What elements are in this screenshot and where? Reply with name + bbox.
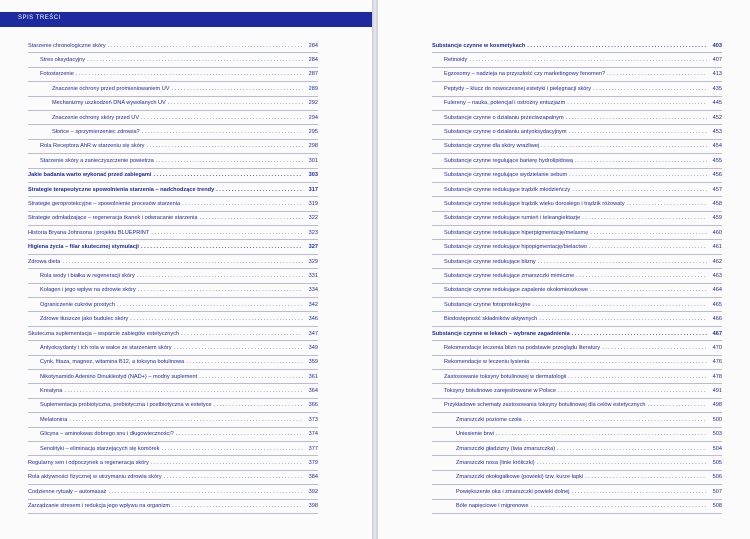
toc-entry[interactable] (28, 456, 318, 470)
toc-entry[interactable] (432, 97, 722, 111)
toc-leader-dots (538, 259, 707, 265)
toc-leader-dots (537, 460, 707, 466)
toc-entry[interactable] (28, 154, 318, 168)
toc-entry-page-number: 460 (712, 229, 722, 236)
toc-entry-title: Substancje czynne redukujące trądzik młodzieńczy (444, 186, 571, 193)
toc-entry[interactable] (28, 226, 318, 240)
toc-leader-dots (530, 503, 707, 509)
toc-entry[interactable] (432, 312, 722, 326)
toc-leader-dots (532, 302, 707, 308)
toc-entry-page-number: 467 (712, 330, 722, 337)
toc-entry-title: Zdrowa dieta (28, 258, 61, 265)
toc-entry-page-number: 491 (712, 388, 722, 395)
toc-entry[interactable] (432, 240, 722, 254)
toc-entry[interactable] (28, 485, 318, 499)
toc-entry-page-number: 322 (308, 215, 318, 222)
toc-entry-page-number: 392 (308, 488, 318, 495)
toc-entry-page-number: 292 (308, 100, 318, 107)
toc-leader-dots (174, 345, 303, 351)
toc-leader-dots (199, 374, 303, 380)
toc-entry[interactable] (28, 413, 318, 427)
toc-leader-dots (568, 374, 707, 380)
toc-entry-title: Substancje czynne o działaniu przeciwzapalnym (444, 114, 564, 121)
toc-entry-page-number: 466 (712, 316, 722, 323)
left-page (0, 0, 372, 539)
toc-entry[interactable] (28, 269, 318, 283)
toc-entry-page-number: 329 (308, 258, 318, 265)
toc-entry-page-number: 346 (308, 316, 318, 323)
toc-entry[interactable] (28, 384, 318, 398)
toc-leader-dots (181, 331, 303, 337)
toc-entry[interactable] (28, 82, 318, 96)
toc-entry-title: Rola aktywności fizycznej w utrzymaniu zdrowia skóry (28, 474, 162, 481)
toc-leader-dots (647, 402, 707, 408)
toc-entry[interactable] (432, 370, 722, 384)
toc-entry-title: Przykładowe schematy zastosowania toksyny botulinowej dla celów estetycznych (444, 402, 646, 409)
toc-leader-dots (569, 172, 707, 178)
toc-entry-page-number: 364 (308, 388, 318, 395)
toc-entry-title: Substancje czynne redukujące rumień i teleangiektazje (444, 215, 581, 222)
toc-entry-page-number: 319 (308, 200, 318, 207)
toc-entry[interactable] (432, 327, 722, 341)
toc-entry-page-number: 366 (308, 402, 318, 409)
toc-entry-title: Starzenie chronologiczne skóry (28, 42, 106, 49)
toc-entry-title: Substancje czynne o działaniu antyoksydacyjnym (444, 129, 567, 136)
toc-entry-title: Jakie badania warto wykonać przed zabiegami (28, 172, 152, 179)
toc-entry[interactable] (28, 255, 318, 269)
toc-entry-title: Zmarszczki nosa (linie króliczki) (456, 460, 535, 467)
toc-leader-dots (607, 71, 707, 77)
toc-entry-page-number: 508 (712, 503, 722, 510)
toc-leader-dots (151, 230, 303, 236)
toc-leader-dots (541, 143, 707, 149)
toc-entry-title: Kreatyna (40, 388, 63, 395)
toc-entry-page-number: 407 (712, 57, 722, 64)
toc-entry[interactable] (28, 312, 318, 326)
toc-entry-title: Uniesienie brwi (456, 431, 494, 438)
toc-leader-dots (186, 359, 303, 365)
toc-entry[interactable] (28, 53, 318, 67)
toc-entry-title: Bóle napięciowe i migrenowe (456, 503, 529, 510)
toc-list-right (432, 39, 722, 514)
toc-entry-title: Substancje czynne w kosmetykach (432, 42, 526, 49)
toc-entry[interactable] (28, 183, 318, 197)
toc-leader-dots (602, 345, 707, 351)
toc-leader-dots (572, 331, 707, 337)
toc-entry-page-number: 298 (308, 143, 318, 150)
toc-leader-dots (141, 244, 303, 250)
toc-entry[interactable] (432, 485, 722, 499)
toc-entry-page-number: 284 (308, 42, 318, 49)
toc-entry-title: Strategie geroprotekcyjne – spowolnienie procesów starzenia (28, 200, 181, 207)
toc-leader-dots (567, 100, 707, 106)
toc-entry[interactable] (432, 428, 722, 442)
toc-entry-title: Znaczenie ochrony przed promieniowaniem UV (52, 85, 170, 92)
toc-entry-page-number: 464 (712, 287, 722, 294)
toc-entry-page-number: 453 (712, 129, 722, 136)
toc-entry-title: Melatonina (40, 416, 68, 423)
toc-entry-page-number: 334 (308, 287, 318, 294)
toc-entry-page-number: 347 (308, 330, 318, 337)
toc-entry-page-number: 349 (308, 344, 318, 351)
toc-entry-page-number: 384 (308, 474, 318, 481)
toc-leader-dots (627, 201, 707, 207)
toc-entry-page-number: 458 (712, 200, 722, 207)
toc-entry[interactable] (28, 169, 318, 183)
section-header-bar (0, 12, 372, 27)
toc-entry-title: Peptydy – klucz do nowoczesnej estetyki i pielęgnacji skóry (444, 85, 592, 92)
toc-entry[interactable] (432, 212, 722, 226)
toc-entry[interactable] (28, 500, 318, 514)
toc-entry-title: Substancje czynne redukujące zapalenie okołomieszkowe (444, 287, 588, 294)
toc-entry[interactable] (432, 413, 722, 427)
toc-entry-title: Suplementacja probiotyczna, prebiotyczna i postbiotyczna w estetyce (40, 402, 212, 409)
toc-entry[interactable] (28, 356, 318, 370)
toc-entry-title: Substancje czynne regulujące barierę hydrolipidową (444, 157, 574, 164)
toc-leader-dots (531, 359, 707, 365)
toc-leader-dots (557, 446, 707, 452)
toc-leader-dots (161, 446, 303, 452)
toc-entry[interactable] (28, 471, 318, 485)
toc-entry-title: Zmarszczki poziome czoła (456, 416, 522, 423)
toc-leader-dots (153, 172, 303, 178)
toc-entry-title: Substancje czynne redukujące zmarszczki mimiczne (444, 272, 575, 279)
toc-entry-page-number: 463 (712, 272, 722, 279)
toc-leader-dots (176, 431, 303, 437)
toc-entry[interactable] (28, 370, 318, 384)
toc-entry-title: Substancje czynne redukujące blizny (444, 258, 536, 265)
toc-entry-page-number: 301 (308, 157, 318, 164)
toc-entry[interactable] (28, 97, 318, 111)
toc-entry[interactable] (432, 183, 722, 197)
toc-leader-dots (571, 489, 707, 495)
toc-entry-title: Mechanizmy uszkodzeń DNA wywołanych UV (52, 100, 166, 107)
toc-entry-page-number: 327 (308, 244, 318, 251)
toc-entry-page-number: 284 (308, 57, 318, 64)
toc-leader-dots (469, 57, 707, 63)
toc-entry[interactable] (432, 284, 722, 298)
toc-leader-dots (199, 215, 303, 221)
toc-leader-dots (527, 43, 707, 49)
toc-entry[interactable] (28, 212, 318, 226)
toc-entry-title: Antyoksydanty i ich rola w walce ze starzeniem skóry (40, 344, 172, 351)
toc-entry-title: Glicyna – aminokwas dobrego snu i długowieczności? (40, 431, 174, 438)
toc-entry-page-number: 359 (308, 359, 318, 366)
toc-entry-page-number: 498 (712, 402, 722, 409)
toc-entry-page-number: 465 (712, 301, 722, 308)
toc-leader-dots (575, 158, 707, 164)
toc-entry-title: Rola wody i białka w regeneracji skóry (40, 272, 135, 279)
toc-entry[interactable] (28, 68, 318, 82)
toc-entry-title: Toksyny botulinowe zarejestrowane w Polsce (444, 388, 556, 395)
toc-entry-page-number: 287 (308, 71, 318, 78)
toc-entry-page-number: 452 (712, 114, 722, 121)
toc-entry-title: Ograniczenie cukrów prostych (40, 301, 115, 308)
toc-entry[interactable] (432, 39, 722, 53)
toc-entry[interactable] (432, 68, 722, 82)
toc-entry-title: Powiększenie oka i zmarszczki powieki dolnej (456, 488, 570, 495)
toc-entry[interactable] (28, 428, 318, 442)
toc-leader-dots (156, 158, 303, 164)
toc-leader-dots (117, 302, 303, 308)
toc-entry[interactable] (28, 327, 318, 341)
toc-entry-title: Historia Bryana Johnsona i projektu BLUEPRINT (28, 229, 150, 236)
toc-entry-page-number: 295 (308, 129, 318, 136)
toc-entry-page-number: 462 (712, 258, 722, 265)
toc-entry[interactable] (432, 269, 722, 283)
toc-entry-page-number: 507 (712, 488, 722, 495)
toc-entry-title: Zmarszczki okołogałkowe (powieki) tzw. kurze łapki (456, 474, 584, 481)
toc-entry[interactable] (432, 53, 722, 67)
toc-entry[interactable] (28, 442, 318, 456)
toc-leader-dots (566, 115, 707, 121)
toc-entry-title: Senolityki – eliminacja starzejących się komórek (40, 445, 160, 452)
toc-entry-page-number: 506 (712, 474, 722, 481)
toc-entry-title: Rekomendacje leczenia blizn na podstawie przeglądu literatury (444, 344, 601, 351)
toc-entry-title: Substancje czynne redukujące hiperpigmentację/melasmę (444, 229, 589, 236)
toc-entry-page-number: 373 (308, 416, 318, 423)
toc-entry[interactable] (28, 39, 318, 53)
toc-entry[interactable] (28, 140, 318, 154)
toc-leader-dots (182, 201, 303, 207)
toc-entry[interactable] (432, 111, 722, 125)
toc-entry-page-number: 342 (308, 301, 318, 308)
toc-entry[interactable] (28, 125, 318, 139)
toc-entry-page-number: 435 (712, 85, 722, 92)
toc-entry-title: Substancje czynne w lekach – wybrane zagadnienia (432, 330, 570, 337)
toc-leader-dots (130, 316, 303, 322)
toc-entry-page-number: 456 (712, 172, 722, 179)
toc-entry[interactable] (28, 240, 318, 254)
toc-entry[interactable] (432, 399, 722, 413)
toc-entry[interactable] (432, 298, 722, 312)
toc-entry[interactable] (28, 399, 318, 413)
toc-entry-title: Substancje czynne redukujące trądzik wieku dorosłego i trądzik różowaty (444, 200, 625, 207)
toc-leader-dots (576, 273, 707, 279)
toc-entry[interactable] (28, 298, 318, 312)
toc-entry-title: Zastosowanie toksyny botulinowej w dermatologii (444, 373, 567, 380)
toc-entry-page-number: 445 (712, 100, 722, 107)
toc-entry[interactable] (432, 255, 722, 269)
toc-entry-title: Strategie odmładzające – regeneracja tkanek i odwracanie starzenia (28, 215, 198, 222)
toc-entry-page-number: 317 (308, 186, 318, 193)
toc-entry-title: Zmarszczki gładzizny (lwia zmarszczka) (456, 445, 556, 452)
toc-leader-dots (524, 417, 707, 423)
toc-entry-title: Rekomendacje w leczeniu łysienia (444, 359, 530, 366)
toc-entry-title: Zarządzanie stresem i redukcja jego wpływu na organizm (28, 503, 171, 510)
toc-entry-title: Substancje czynne regulujące wydzielanie sebum (444, 172, 568, 179)
toc-leader-dots (108, 43, 303, 49)
toc-entry[interactable] (432, 197, 722, 211)
toc-entry-page-number: 500 (712, 416, 722, 423)
toc-leader-dots (146, 143, 303, 149)
toc-leader-dots (137, 273, 303, 279)
toc-leader-dots (108, 489, 303, 495)
toc-entry-page-number: 505 (712, 460, 722, 467)
toc-entry[interactable] (432, 226, 722, 240)
toc-entry-title: Substancje czynne fotoprotekcyjne (444, 301, 531, 308)
toc-leader-dots (214, 402, 303, 408)
toc-entry-title: Kolagen i jego wpływ na zdrowie skóry (40, 287, 136, 294)
toc-entry-title: Starzenie skóry a zanieczyszczenie powietrza (40, 157, 154, 164)
toc-entry[interactable] (432, 500, 722, 514)
toc-entry[interactable] (432, 169, 722, 183)
toc-entry-title: Stres oksydacyjny (40, 57, 86, 64)
toc-leader-dots (168, 100, 303, 106)
toc-leader-dots (172, 503, 303, 509)
toc-entry-page-number: 323 (308, 229, 318, 236)
toc-entry[interactable] (432, 471, 722, 485)
toc-leader-dots (62, 259, 303, 265)
toc-leader-dots (590, 230, 707, 236)
toc-leader-dots (569, 129, 707, 135)
toc-entry-title: Substancje czynne dla skóry wrażliwej (444, 143, 540, 150)
toc-entry-title: Egzosomy – nadzieja na przyszłość czy marketingowy fenomen? (444, 71, 606, 78)
toc-leader-dots (589, 244, 707, 250)
toc-entry[interactable] (432, 140, 722, 154)
toc-leader-dots (585, 474, 707, 480)
toc-entry-page-number: 289 (308, 85, 318, 92)
toc-entry-title: Substancje czynne redukujące hipopigmentację/bielactwo (444, 244, 588, 251)
toc-entry-page-number: 361 (308, 373, 318, 380)
toc-entry-page-number: 294 (308, 114, 318, 121)
toc-leader-dots (138, 287, 303, 293)
toc-entry-title: Strategie terapeutyczne spowolnienia starzenia – nadchodzące trendy (28, 186, 215, 193)
toc-entry[interactable] (432, 341, 722, 355)
toc-entry-title: Cynk, fitaza, magnez, witamina B12, a toksyna botulinowa (40, 359, 185, 366)
toc-leader-dots (572, 187, 707, 193)
toc-leader-dots (164, 474, 303, 480)
toc-entry-page-number: 303 (308, 172, 318, 179)
toc-entry[interactable] (28, 111, 318, 125)
toc-entry[interactable] (432, 456, 722, 470)
toc-leader-dots (76, 71, 303, 77)
toc-leader-dots (496, 431, 707, 437)
toc-entry-title: Nikotynamido Adenino Dinukleotyd (NAD+) – modny suplement (40, 373, 198, 380)
toc-entry-page-number: 461 (712, 244, 722, 251)
toc-leader-dots (141, 115, 303, 121)
toc-leader-dots (582, 215, 707, 221)
toc-entry-page-number: 504 (712, 445, 722, 452)
toc-leader-dots (558, 388, 707, 394)
toc-entry-title: Rola Receptora AhR w starzeniu się skóry (40, 143, 145, 150)
toc-leader-dots (172, 86, 303, 92)
toc-entry-page-number: 403 (712, 42, 722, 49)
toc-entry-title: Regularny sen i odpoczynek a regeneracja skóry (28, 460, 149, 467)
toc-entry-title: Biodostępność składników aktywnych (444, 316, 538, 323)
toc-entry[interactable] (432, 384, 722, 398)
toc-leader-dots (69, 417, 303, 423)
section-header-title: SPIS TREŚCI (18, 15, 61, 21)
toc-entry[interactable] (28, 341, 318, 355)
toc-entry[interactable] (432, 125, 722, 139)
toc-leader-dots (142, 129, 303, 135)
toc-leader-dots (590, 287, 707, 293)
toc-entry-page-number: 470 (712, 344, 722, 351)
toc-entry-page-number: 379 (308, 460, 318, 467)
toc-entry-title: Znaczenie ochrony skóry przed UV (52, 114, 140, 121)
toc-entry-page-number: 457 (712, 186, 722, 193)
toc-leader-dots (64, 388, 303, 394)
toc-entry-title: Codzienne rytuały – automasaż (28, 488, 107, 495)
toc-entry[interactable] (432, 442, 722, 456)
toc-leader-dots (539, 316, 707, 322)
toc-entry-page-number: 331 (308, 272, 318, 279)
toc-entry-page-number: 413 (712, 71, 722, 78)
toc-entry-page-number: 374 (308, 431, 318, 438)
right-page (378, 0, 750, 539)
toc-entry-title: Słońce – sprzymierzeniec zdrowia? (52, 129, 140, 136)
toc-entry-page-number: 459 (712, 215, 722, 222)
toc-entry-title: Fulereny – nauka, potencjał i ostrożny entuzjazm (444, 100, 566, 107)
toc-entry[interactable] (432, 82, 722, 96)
toc-entry-page-number: 478 (712, 373, 722, 380)
toc-entry[interactable] (432, 154, 722, 168)
toc-leader-dots (593, 86, 707, 92)
toc-entry-title: Higiena życia – filar skutecznej stymulacji (28, 244, 139, 251)
toc-entry-page-number: 398 (308, 503, 318, 510)
toc-entry-page-number: 476 (712, 359, 722, 366)
toc-entry-page-number: 377 (308, 445, 318, 452)
toc-entry[interactable] (28, 284, 318, 298)
toc-entry-title: Fotostarzenie (40, 71, 74, 78)
toc-leader-dots (87, 57, 303, 63)
toc-entry-title: Zdrowe tłuszcze jako budulec skóry (40, 316, 129, 323)
toc-entry-page-number: 454 (712, 143, 722, 150)
toc-leader-dots (216, 187, 303, 193)
toc-entry[interactable] (28, 197, 318, 211)
toc-entry-title: Retinoidy (444, 57, 468, 64)
toc-list-left (28, 39, 318, 514)
toc-entry-page-number: 503 (712, 431, 722, 438)
toc-entry-page-number: 455 (712, 157, 722, 164)
toc-entry-title: Skuteczna suplementacja – wsparcie zabiegów estetycznych (28, 330, 180, 337)
toc-leader-dots (151, 460, 303, 466)
toc-entry[interactable] (432, 356, 722, 370)
